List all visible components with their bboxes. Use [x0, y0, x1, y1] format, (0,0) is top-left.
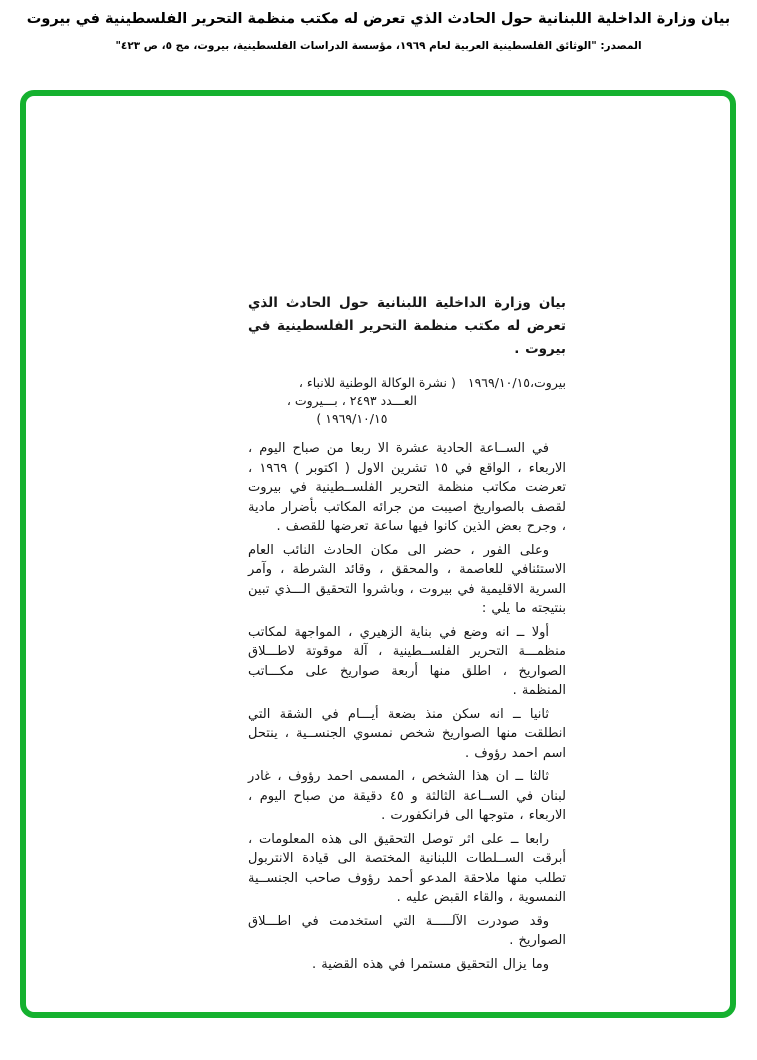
paragraph-fourth-finding: رابعا ــ على اثر توصل التحقيق الى هذه المعلومات ، أبرقت الســلطات اللبنانية المختصة الى قيادة الانتربول تطلب منها ملاحقة المدعو أحمد رؤوف صاحب الجنســية النمسوية ، والقاء القبض عليه . [248, 831, 566, 905]
paragraph-investigation: وعلى الفور ، حضر الى مكان الحادث النائب العام الاستئنافي للعاصمة ، والمحقق ، وقائد الشرطة ، وآمر السرية الاقليمية في بيروت ، وباشروا التحقيق الـــذي تبين بنتيجته ما يلي : [248, 542, 566, 616]
dateline [248, 374, 566, 428]
paragraph-third-finding: ثالثا ــ ان هذا الشخص ، المسمى احمد رؤوف ، غادر لبنان في الســاعة الثالثة و ٤٥ دقيقة من صباح اليوم ، الاربعاء ، متوجها الى فرانكفورت . [248, 769, 567, 823]
paragraph-device-confiscated: وقد صودرت الآلـــــة التي استخدمت في اطـــلاق الصواريخ . [248, 913, 566, 948]
paragraph-closing: وما يزال التحقيق مستمرا في هذه القضية . [312, 956, 549, 972]
paragraph-second-finding: ثانيا ــ انه سكن منذ بضعة أيـــام في الشقة التي انطلقت منها الصواريخ شخص نمسوي الجنســية ، ينتحل اسم احمد رؤوف . [248, 706, 566, 761]
document-frame [20, 90, 736, 1018]
dateline-date: بيروت،١٩٦٩/١٠/١٥ [467, 375, 566, 390]
paragraph-intro: في الســاعة الحادية عشرة الا ربعا من صباح اليوم ، الاربعاء ، الواقع في ١٥ تشرين الاول ( اكتوبر ) ١٩٦٩ ، تعرضت مكاتب منظمة التحرير الفلســطينية في بيروت لقصف بالصواريخ اصيبت من جرائه المكاتب بأضرار مادية ، وجرح بعض الذين كانوا فيها ساعة تعرضها للقصف . [248, 441, 567, 534]
document-title: بيان وزارة الداخلية اللبنانية حول الحادث الذي تعرض له مكتب منظمة التحرير الفلسطينية في بيروت . [248, 295, 566, 357]
agency-note-line2: العـــدد ٢٤٩٣ ، بـــيروت ، [286, 393, 418, 408]
document-text-block [248, 292, 566, 978]
agency-note-line1: ( نشرة الوكالة الوطنية للانباء ، [298, 375, 456, 390]
agency-note-line3: ١٩٦٩/١٠/١٥ ) [316, 411, 388, 426]
document-paragraphs [248, 439, 566, 974]
header-source-citation: المصدر: "الوثائق الفلسطينية العربية لعام ١٩٦٩، مؤسسة الدراسات الفلسطينية، بيروت، مج ٥، ص ٤٢٣" [115, 40, 642, 52]
page-header [0, 8, 757, 53]
paragraph-first-finding: أولا ــ انه وضع في بناية الزهيري ، المواجهة لمكاتب منظمـــة التحرير الفلســطينية ، آلة موقوتة لاطـــلاق الصواريخ ، اطلق منها أربعة صواريخ على مكـــاتب المنظمة . [248, 624, 566, 698]
header-title: بيان وزارة الداخلية اللبنانية حول الحادث الذي تعرض له مكتب منظمة التحرير الفلسطينية في بيروت [26, 11, 731, 27]
agency-note [248, 374, 456, 428]
